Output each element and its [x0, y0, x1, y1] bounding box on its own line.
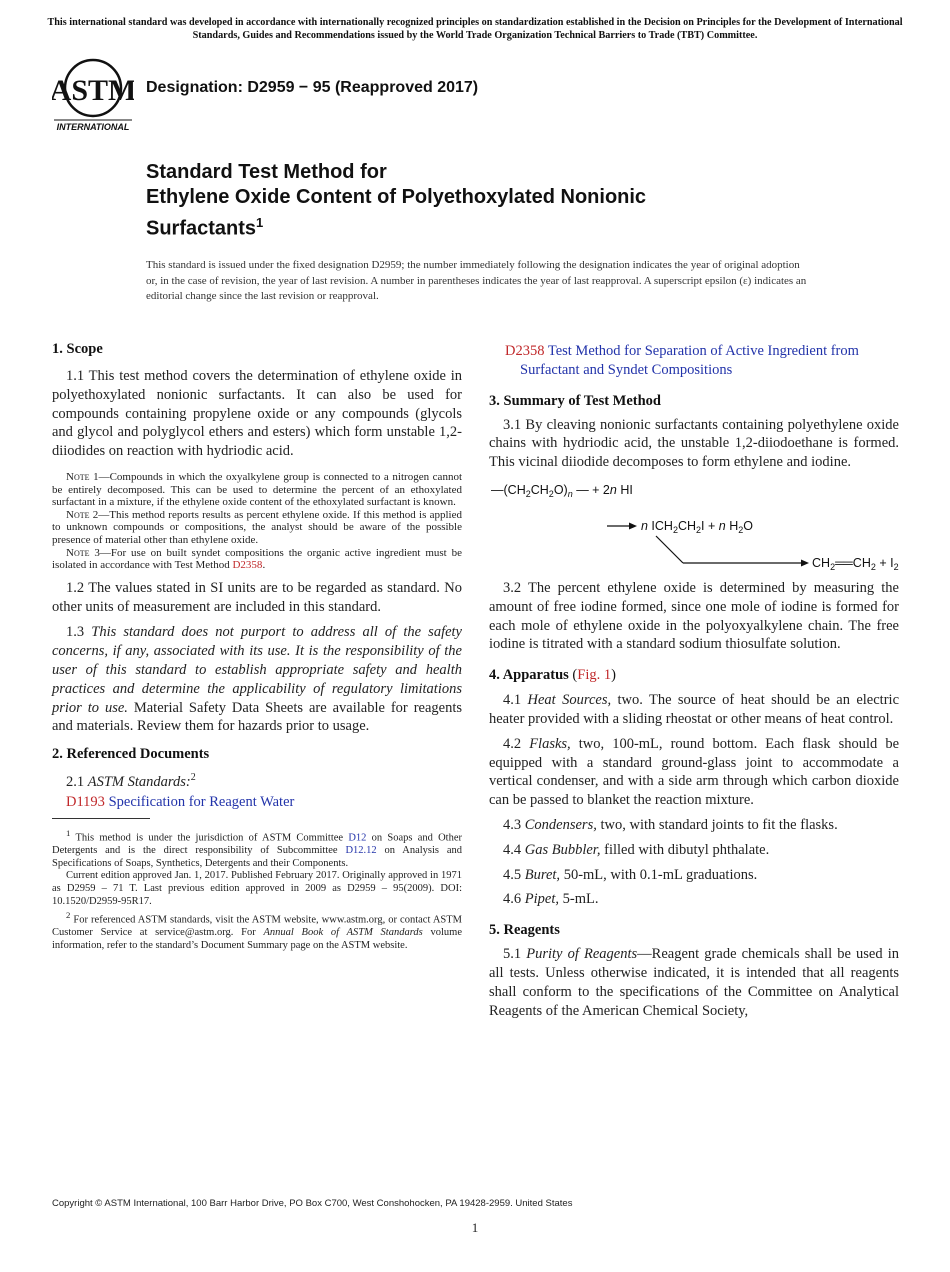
title-line-3: Surfactants	[146, 217, 257, 240]
apparatus-item-term: Buret,	[524, 866, 561, 883]
apparatus-list	[489, 691, 899, 909]
apparatus-item-text: 5-mL.	[558, 891, 599, 908]
apparatus-item-num: 4.3	[503, 816, 525, 833]
note-2-label: Note 2	[66, 508, 99, 521]
footnote-2: $^2$ For referenced ASTM standards, visit the ASTM website, www.astm.org, or contact ASTM Customer Service at service@astm.org. For Annual Book of ASTM Standards volume information, refer to the standard’s Document Summary page on the ASTM website.	[52, 909, 463, 951]
right-column	[489, 340, 899, 1020]
para-1-3-rest: Material Safety Data Sheets are available for reagents and materials. Review them for hazards prior to usage.	[52, 699, 463, 735]
logo-text: INTERNATIONAL	[56, 122, 130, 132]
apparatus-item	[489, 841, 899, 860]
note-3: Note 3—For use on built syndet compositions the organic active ingredient must be isolated in accordance with Test Method D2358.	[52, 546, 462, 572]
issued-note: This standard is issued under the fixed designation D2959; the number immediately following the designation indicates the year of original adoption or, in the case of revision, the year of last revision. A number in parentheses indicates the year of last reapproval. A superscript epsilon (ε) indicates an editorial change since the last revision or reapproval.	[146, 259, 807, 302]
footnote-1: $^1$ This method is under the jurisdiction of ASTM Committee D12 on Soaps and Other Detergents and is the direct responsibility of Subcommittee D12.12 on Analysis and Specifications of Soaps, Synthetics, Detergents and their Components.	[52, 827, 463, 869]
note-3-text: —For use on built syndet compositions the organic active ingredient must be isolated in accordance with Test Method	[52, 546, 462, 572]
footnote-1-text-c: on Analysis and Specifications of Soaps, Synthetics, Detergents and their Components.	[52, 844, 462, 869]
ref-d2358	[489, 342, 899, 380]
footnote-1-current-edition: Current edition approved Jan. 1, 2017. Published February 2017. Originally approved in 1971 as D2959 – 71 T. Last previous edition approved in 2009 as D2959 – 95(2009). DOI: 10.1520/D2959-95R17.	[52, 870, 462, 908]
apparatus-item	[489, 866, 899, 885]
ref-d2358-code-link[interactable]: D2358	[505, 343, 545, 359]
apparatus-item-num: 4.4	[503, 841, 525, 858]
para-2-1-sup: 2	[190, 772, 196, 784]
footnote-1-d12-link[interactable]: D12	[348, 832, 367, 844]
apparatus-item	[489, 890, 899, 909]
apparatus-item-term: Flasks,	[529, 735, 571, 752]
logo-letters: ASTM	[52, 74, 134, 107]
para-5-1-term: Purity of Reagents	[526, 946, 638, 963]
apparatus-item-term: Gas Bubbler,	[524, 841, 601, 858]
section-1-heading: 1. Scope	[52, 341, 103, 357]
apparatus-item	[489, 735, 899, 810]
note-2	[52, 509, 462, 547]
svg-text:n ICH2CH2I + n H2O: n $ICH_2CH_2I + n$ $H_2O$	[641, 518, 753, 535]
para-1-3-italic: This standard does not purport to address all of the safety concerns, if any, associated with its use. It is the responsibility of the user of this standard to establish appropriate safety and health practices and determine the applicability of regulatory limitations prior to use.	[52, 624, 462, 716]
note-1	[52, 471, 462, 509]
para-1-1: 1.1 This test method covers the determination of ethylene oxide in polyethoxylated nonionic surfactants. It can also be used for compounds containing propylene oxide or any compounds (glycols and glycol and polyglycol ethers and esters) which form unstable 1,2-diiodides on reaction with hydriodic acid.	[52, 368, 462, 460]
footnote-2-text-a: For referenced ASTM standards, visit the ASTM website, www.astm.org, or contact ASTM Customer Service at service@astm.org. For	[52, 914, 463, 939]
ref-d1193	[52, 793, 462, 812]
apparatus-item-text: two, 100-mL, round bottom. Each flask should be equipped with a standard ground-glass joint to accommodate a vertical condenser, and with a side arm through which carbon dioxide can be passed to blanket the reaction mixture.	[489, 735, 900, 809]
svg-text:—(CH2CH2O)n — + 2n HI: $—(CH_2CH_2O)_n$ — + 2n HI	[491, 482, 633, 499]
reaction-diagram	[489, 480, 899, 576]
reaction-equation	[489, 480, 899, 576]
apparatus-item-text: filled with dibutyl phthalate.	[600, 841, 770, 858]
designation: Designation: D2959 − 95 (Reapproved 2017)	[146, 79, 479, 96]
footnotes	[52, 827, 462, 953]
section-5-heading: 5. Reagents	[489, 922, 560, 939]
apparatus-item-num: 4.1	[503, 692, 528, 709]
footnote-1-text-a: This method is under the jurisdiction of ASTM Committee	[75, 832, 349, 844]
footnote-1-text-b: on Soaps and Other Detergents and is the direct responsibility of Subcommittee	[52, 832, 463, 856]
note-2-text: —This method reports results as percent ethylene oxide. If this method is applied to unknown compounds or compositions, the analyst should be aware of the possible presence of material other than ethylene oxide.	[52, 508, 462, 546]
para-2-1	[52, 769, 462, 792]
apparatus-item-num: 4.2	[503, 735, 530, 752]
ref-d2358-title-link[interactable]: Test Method for Separation of Active Ingredient from Surfactant and Syndet Compositions	[520, 343, 859, 378]
apparatus-item-term: Condensers,	[524, 816, 597, 833]
apparatus-item-term: Pipet,	[524, 891, 559, 908]
para-2-1-num: 2.1	[66, 773, 88, 790]
para-5-1-num: 5.1	[503, 946, 527, 963]
note-1-text: —Compounds in which the oxyalkylene group is connected to a nitrogen cannot be entirely decomposed. This can be used to determine the percent of an ethoxylated surfactant in a mixture, if the ethylene oxide content of the ethoxylated surfactant is known.	[52, 470, 462, 509]
title-line-2: Ethylene Oxide Content of Polyethoxylated Nonionic	[146, 186, 647, 208]
copyright-footer: Copyright © ASTM International, 100 Barr Harbor Drive, PO Box C700, West Conshohocken, PA 19428-2959. United States	[52, 1198, 573, 1209]
para-1-3	[52, 623, 462, 736]
apparatus-item	[489, 691, 899, 729]
apparatus-item-num: 4.5	[503, 866, 525, 883]
left-column	[52, 340, 462, 953]
header-notice: This international standard was developed in accordance with internationally recognized principles on standardization established in the Decision on Principles for the Development of International Standards, Guides and Recommendations issued by the World Trade Organization Technical Barriers to Trade (TBT) Committee.	[47, 17, 903, 41]
ref-d1193-title-link[interactable]: Specification for Reagent Water	[108, 793, 295, 810]
apparatus-item	[489, 816, 899, 835]
section-4-heading: 4. Apparatus (Fig. 1)	[489, 667, 616, 684]
apparatus-item-term: Heat Sources,	[527, 692, 612, 709]
footnote-1-d1212-link[interactable]: D12.12	[345, 844, 377, 856]
note-3-label: Note 3	[66, 546, 100, 559]
section-2-heading: 2. Referenced Documents	[52, 746, 210, 763]
apparatus-item-text: 50-mL, with 0.1-mL graduations.	[560, 866, 758, 883]
footnote-2-text-b: volume information, refer to the standard’s Document Summary page on the ASTM website.	[52, 927, 462, 951]
para-1-3-num: 1.3	[66, 624, 92, 641]
footnote-divider	[52, 818, 150, 819]
apparatus-item-text: two, with standard joints to fit the flasks.	[596, 816, 838, 833]
note-1-label: Note 1	[66, 470, 99, 483]
ref-d1193-code-link[interactable]: D1193	[66, 793, 105, 810]
para-1-2: 1.2 The values stated in SI units are to be regarded as standard. No other units of measurement are included in this standard.	[52, 579, 462, 615]
page-number: 1	[471, 1220, 479, 1235]
fig-1-link[interactable]: Fig. 1	[577, 667, 612, 684]
document-title	[146, 160, 846, 242]
para-2-1-italic: ASTM Standards:	[87, 773, 191, 790]
title-footnote-marker: 1	[256, 215, 264, 230]
note-3-ref-link[interactable]: D2358	[232, 559, 263, 572]
para-5-1	[489, 945, 899, 1020]
para-3-2: 3.2 The percent ethylene oxide is determined by measuring the amount of free iodine formed, since one mole of iodine is formed for each mole of ethylene oxide in the polyoxyalkylene chain. The free iodine is titrated with a standard sodium thiosulfate solution.	[489, 579, 899, 653]
astm-logo	[52, 54, 134, 134]
section-3-heading: 3. Summary of Test Method	[489, 392, 661, 409]
svg-text:CH2══CH2 + I2: $CH_2══CH_2 + I_2$	[812, 555, 899, 572]
para-5-1-text: —Reagent grade chemicals shall be used in all tests. Unless otherwise indicated, it is intended that all reagents shall conform to the specifications of the Committee on Analytical Reagents of the American Chemical Society,	[489, 946, 900, 1019]
apparatus-item-text: two. The source of heat should be an electric heater provided with a sliding rheostat or other means of heat control.	[489, 692, 899, 727]
section-4-title: 4. Apparatus	[489, 667, 569, 684]
apparatus-item-num: 4.6	[503, 891, 525, 908]
footnote-2-italic: Annual Book of ASTM Standards	[263, 927, 423, 939]
para-3-1: 3.1 By cleaving nonionic surfactants containing polyethylene oxide chains with hydriodic acid, the unstable 1,2-diiodoethane is formed. This vicinal diiodide decomposes to form ethylene and iodine.	[489, 416, 899, 471]
title-line-1: Standard Test Method for	[146, 161, 387, 183]
